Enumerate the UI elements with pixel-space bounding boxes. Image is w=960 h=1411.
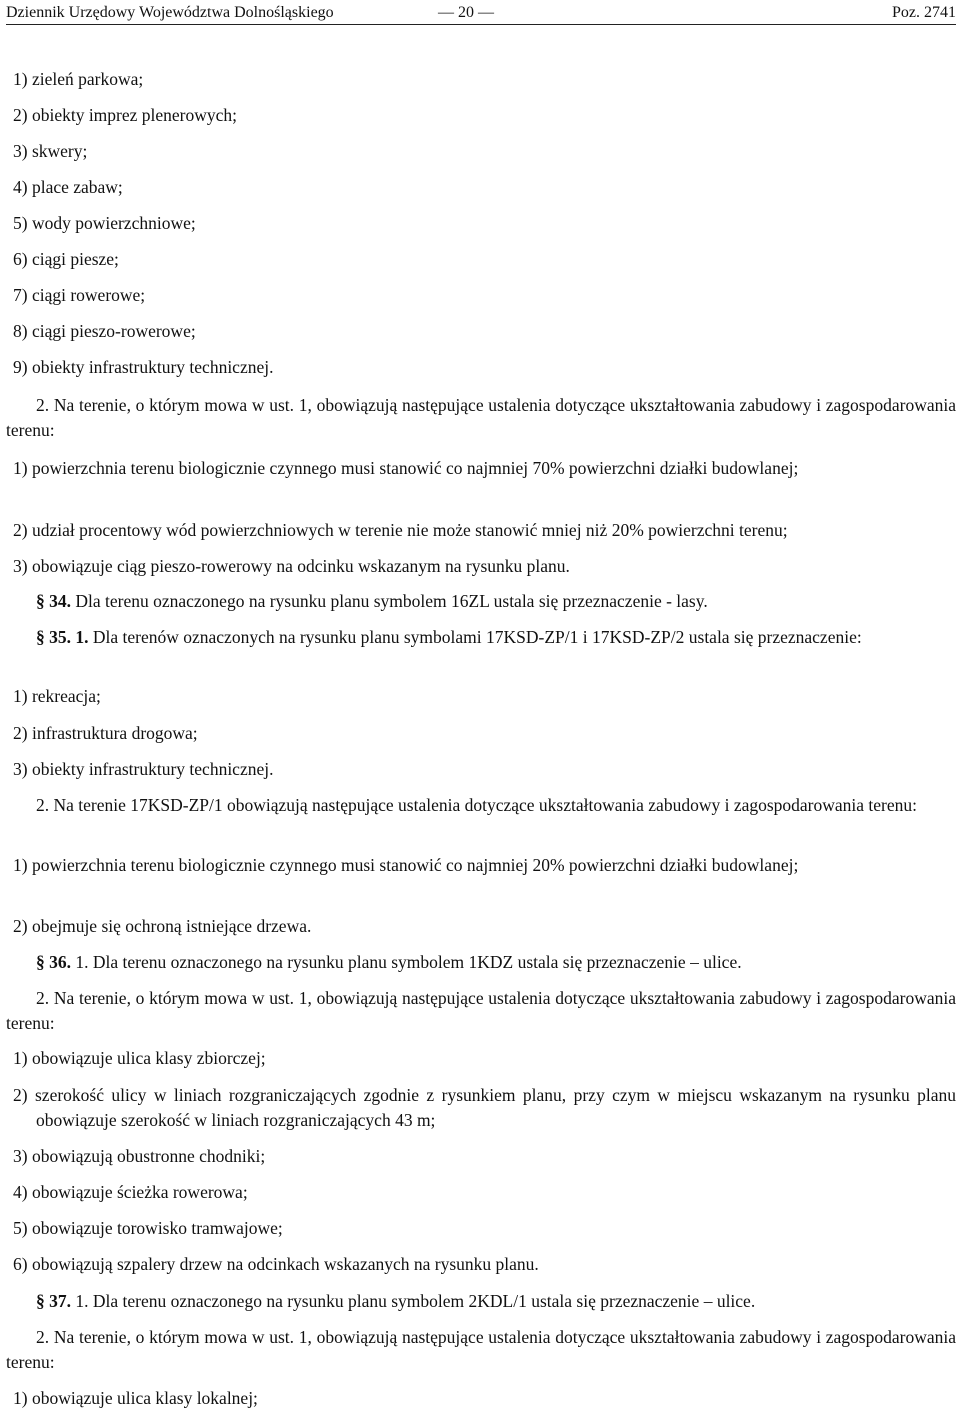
list-item: 4) place zabaw; — [13, 177, 123, 197]
section-text: Dla terenu oznaczonego na rysunku planu symbolem 16ZL ustala się przeznaczenie - lasy. — [75, 591, 708, 611]
list-item: 3) skwery; — [13, 141, 88, 161]
section-number: § 36. — [36, 952, 71, 972]
list-item: 3) obowiązuje ciąg pieszo-rowerowy na odcinku wskazanym na rysunku planu. — [13, 556, 570, 576]
list-item: 6) ciągi piesze; — [13, 249, 119, 269]
list-item: 3) obowiązują obustronne chodniki; — [13, 1146, 266, 1166]
section-37 — [36, 1289, 956, 1314]
list-item: 1) obowiązuje ulica klasy zbiorczej; — [13, 1048, 266, 1068]
list-item: 1) rekreacja; — [13, 686, 101, 706]
section-text: Dla terenów oznaczonych na rysunku planu symbolami 17KSD-ZP/1 i 17KSD-ZP/2 ustala się przeznaczenie: — [92, 627, 862, 647]
list-item: 5) wody powierzchniowe; — [13, 213, 196, 233]
paragraph: 2. Na terenie, o którym mowa w ust. 1, obowiązują następujące ustalenia dotyczące ukształtowania zabudowy i zagospodarowania terenu: — [6, 395, 956, 440]
list-item: 1) powierzchnia terenu biologicznie czynnego musi stanowić co najmniej 70% powierzchni działki budowlanej; — [13, 458, 799, 478]
section-text: 1. Dla terenu oznaczonego na rysunku planu symbolem 1KDZ ustala się przeznaczenie – ulice. — [75, 952, 742, 972]
paragraph: 2. Na terenie, o którym mowa w ust. 1, obowiązują następujące ustalenia dotyczące ukształtowania zabudowy i zagospodarowania terenu: — [6, 988, 956, 1033]
list-item: 2) udział procentowy wód powierzchniowych w terenie nie może stanowić mniej niż 20% powierzchni terenu; — [13, 520, 788, 540]
list-item: 8) ciągi pieszo-rowerowe; — [13, 321, 196, 341]
list-item: 9) obiekty infrastruktury technicznej. — [13, 357, 274, 377]
list-item: 2) infrastruktura drogowa; — [13, 723, 198, 743]
paragraph: 2. Na terenie 17KSD-ZP/1 obowiązują następujące ustalenia dotyczące ukształtowania zabudowy i zagospodarowania terenu: — [36, 795, 917, 815]
section-34 — [36, 589, 956, 614]
list-item: 1) powierzchnia terenu biologicznie czynnego musi stanowić co najmniej 20% powierzchni działki budowlanej; — [13, 855, 799, 875]
list-item: 4) obowiązuje ścieżka rowerowa; — [13, 1182, 248, 1202]
list-item: 3) obiekty infrastruktury technicznej. — [13, 759, 274, 779]
list-item: 7) ciągi rowerowe; — [13, 285, 146, 305]
page-header — [6, 0, 956, 25]
list-item: 5) obowiązuje torowisko tramwajowe; — [13, 1218, 283, 1238]
list-item: 2) obiekty imprez plenerowych; — [13, 105, 238, 125]
list-item: 2) szerokość ulicy w liniach rozgraniczających zgodnie z rysunkiem planu, przy czym w miejscu wskazanym na rysunku planu obowiązuje szerokość w liniach rozgraniczających 43 m; — [13, 1085, 956, 1130]
list-item: 1) obowiązuje ulica klasy lokalnej; — [13, 1388, 258, 1408]
section-number: § 35. 1. — [36, 627, 89, 647]
journal-title: Dziennik Urzędowy Województwa Dolnośląskiego — [6, 4, 334, 21]
section-number: § 37. — [36, 1291, 71, 1311]
list-item: 2) obejmuje się ochroną istniejące drzewa. — [13, 916, 312, 936]
section-36 — [36, 950, 956, 975]
list-item: 6) obowiązują szpalery drzew na odcinkach wskazanych na rysunku planu. — [13, 1254, 539, 1274]
section-35 — [6, 625, 956, 650]
section-number: § 34. — [36, 591, 71, 611]
list-item: 1) zieleń parkowa; — [13, 69, 144, 89]
page-number: — 20 — — [438, 4, 494, 21]
section-text: 1. Dla terenu oznaczonego na rysunku planu symbolem 2KDL/1 ustala się przeznaczenie – ulice. — [75, 1291, 756, 1311]
position-number: Poz. 2741 — [892, 4, 956, 21]
paragraph: 2. Na terenie, o którym mowa w ust. 1, obowiązują następujące ustalenia dotyczące ukształtowania zabudowy i zagospodarowania terenu: — [6, 1327, 956, 1372]
